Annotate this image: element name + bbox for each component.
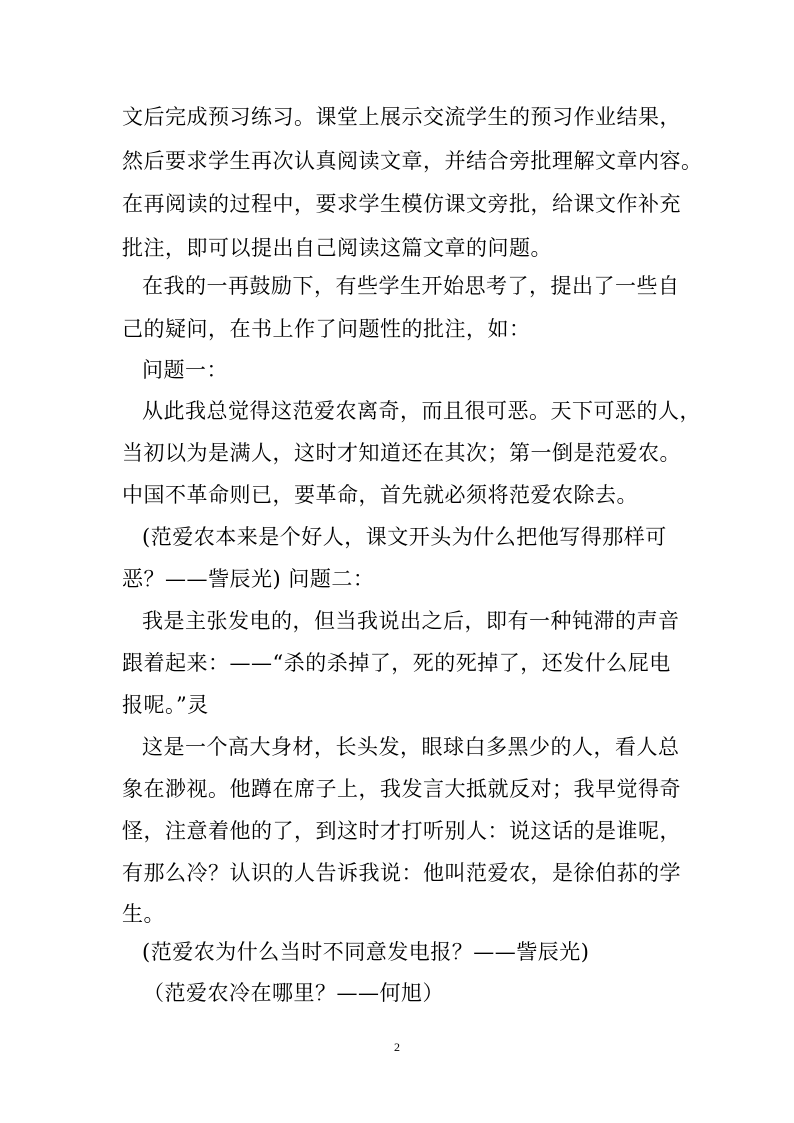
- text-line-1: 文后完成预习练习。课堂上展示交流学生的预习作业结果，: [122, 105, 681, 129]
- quote-line-9: 当初以为是满人，这时才知道还在其次；第一倒是范爱农。: [122, 441, 681, 465]
- annotation-line-11: (范爱农本来是个好人，课文开头为什么把他写得那样可: [142, 525, 667, 549]
- quote-line-10: 中国不革命则已，要革命，首先就必须将范爱农除去。: [122, 483, 638, 507]
- quote-line-18: 怪，注意着他的了，到这时才打听别人：说这话的是谁呢，: [122, 819, 681, 843]
- quote-line-19: 有那么冷？认识的人告诉我说：他叫范爱农，是徐伯荪的学: [122, 861, 681, 885]
- annotation-line-21: (范爱农为什么当时不同意发电报？——訾辰光): [142, 940, 590, 964]
- quote-line-17: 象在渺视。他蹲在席子上，我发言大抵就反对；我早觉得奇: [122, 777, 681, 801]
- text-line-2: 然后要求学生再次认真阅读文章，并结合旁批理解文章内容。: [122, 149, 703, 173]
- quote-line-16: 这是一个高大身材，长头发，眼球白多黑少的人，看人总: [142, 735, 680, 759]
- page-number: 2: [394, 1040, 400, 1054]
- text-line-4: 批注，即可以提出自己阅读这篇文章的问题。: [122, 236, 552, 260]
- quote-line-14: 跟着起来：——“杀的杀掉了，死的死掉了，还发什么屁电: [122, 651, 671, 675]
- quote-line-20: 生。: [122, 902, 165, 926]
- question-one-heading: 问题一：: [142, 358, 228, 382]
- text-line-3: 在再阅读的过程中，要求学生模仿课文旁批，给课文作补充: [122, 192, 681, 216]
- quote-line-13: 我是主张发电的，但当我说出之后，即有一种钝滞的声音: [142, 609, 680, 633]
- text-line-6: 己的疑问，在书上作了问题性的批注，如：: [122, 317, 531, 341]
- annotation-line-22: （范爱农冷在哪里？——何旭）: [143, 981, 444, 1005]
- quote-line-15: 报呢。”灵: [122, 693, 209, 717]
- quote-line-8: 从此我总觉得这范爱农离奇，而且很可恶。天下可恶的人，: [142, 399, 701, 423]
- paragraph-line-5: 在我的一再鼓励下，有些学生开始思考了，提出了一些自: [142, 274, 680, 298]
- annotation-line-12: 恶？——訾辰光) 问题二：: [122, 567, 375, 591]
